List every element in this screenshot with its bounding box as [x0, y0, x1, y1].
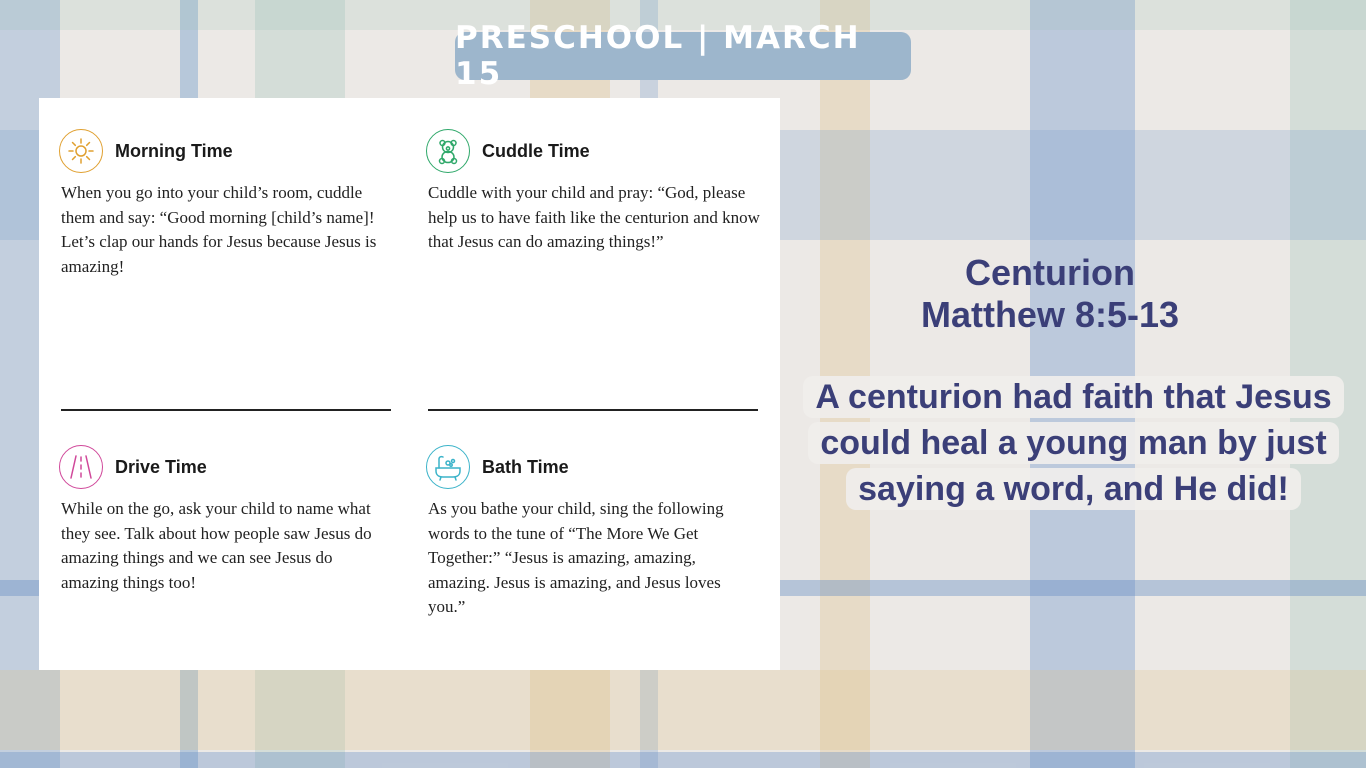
teddy-bear-icon — [426, 129, 470, 173]
section-title: Cuddle Time — [482, 140, 590, 161]
section-body: Cuddle with your child and pray: “God, please help us to have faith like the centurion and know that Jesus can do amazing things!” — [428, 183, 760, 251]
section-morning-time — [59, 128, 394, 279]
section-bath-time — [426, 444, 761, 620]
date-banner — [455, 20, 911, 92]
story-reference-block — [880, 252, 1220, 336]
sun-icon — [59, 129, 103, 173]
divider — [61, 409, 391, 411]
activity-card — [39, 98, 780, 670]
section-drive-time — [59, 444, 394, 595]
section-body: While on the go, ask your child to name what they see. Talk about how people saw Jesus do amazing things and we can see Jesus do amazing things too! — [61, 499, 372, 592]
section-body: As you bathe your child, sing the following words to the tune of “The More We Get Together:” “Jesus is amazing, amazing, amazing. Jesus is amazing, and Jesus loves you.” — [428, 499, 724, 616]
road-icon — [59, 445, 103, 489]
bathtub-icon — [426, 445, 470, 489]
story-summary-block — [800, 374, 1347, 512]
section-title: Morning Time — [115, 140, 233, 161]
date-banner-label: PRESCHOOL | MARCH 15 — [455, 20, 861, 92]
divider — [428, 409, 758, 411]
section-body: When you go into your child’s room, cuddle them and say: “Good morning [child’s name]! Let’s clap our hands for Jesus because Jesus is amazing! — [61, 183, 377, 276]
section-cuddle-time — [426, 128, 761, 255]
story-reference: Matthew 8:5-13 — [920, 294, 1180, 335]
story-summary: A centurion had faith that Jesus could heal a young man by just saying a word, and He did! — [803, 376, 1343, 510]
section-title: Drive Time — [115, 456, 207, 477]
story-title: Centurion — [965, 252, 1135, 293]
section-title: Bath Time — [482, 456, 569, 477]
